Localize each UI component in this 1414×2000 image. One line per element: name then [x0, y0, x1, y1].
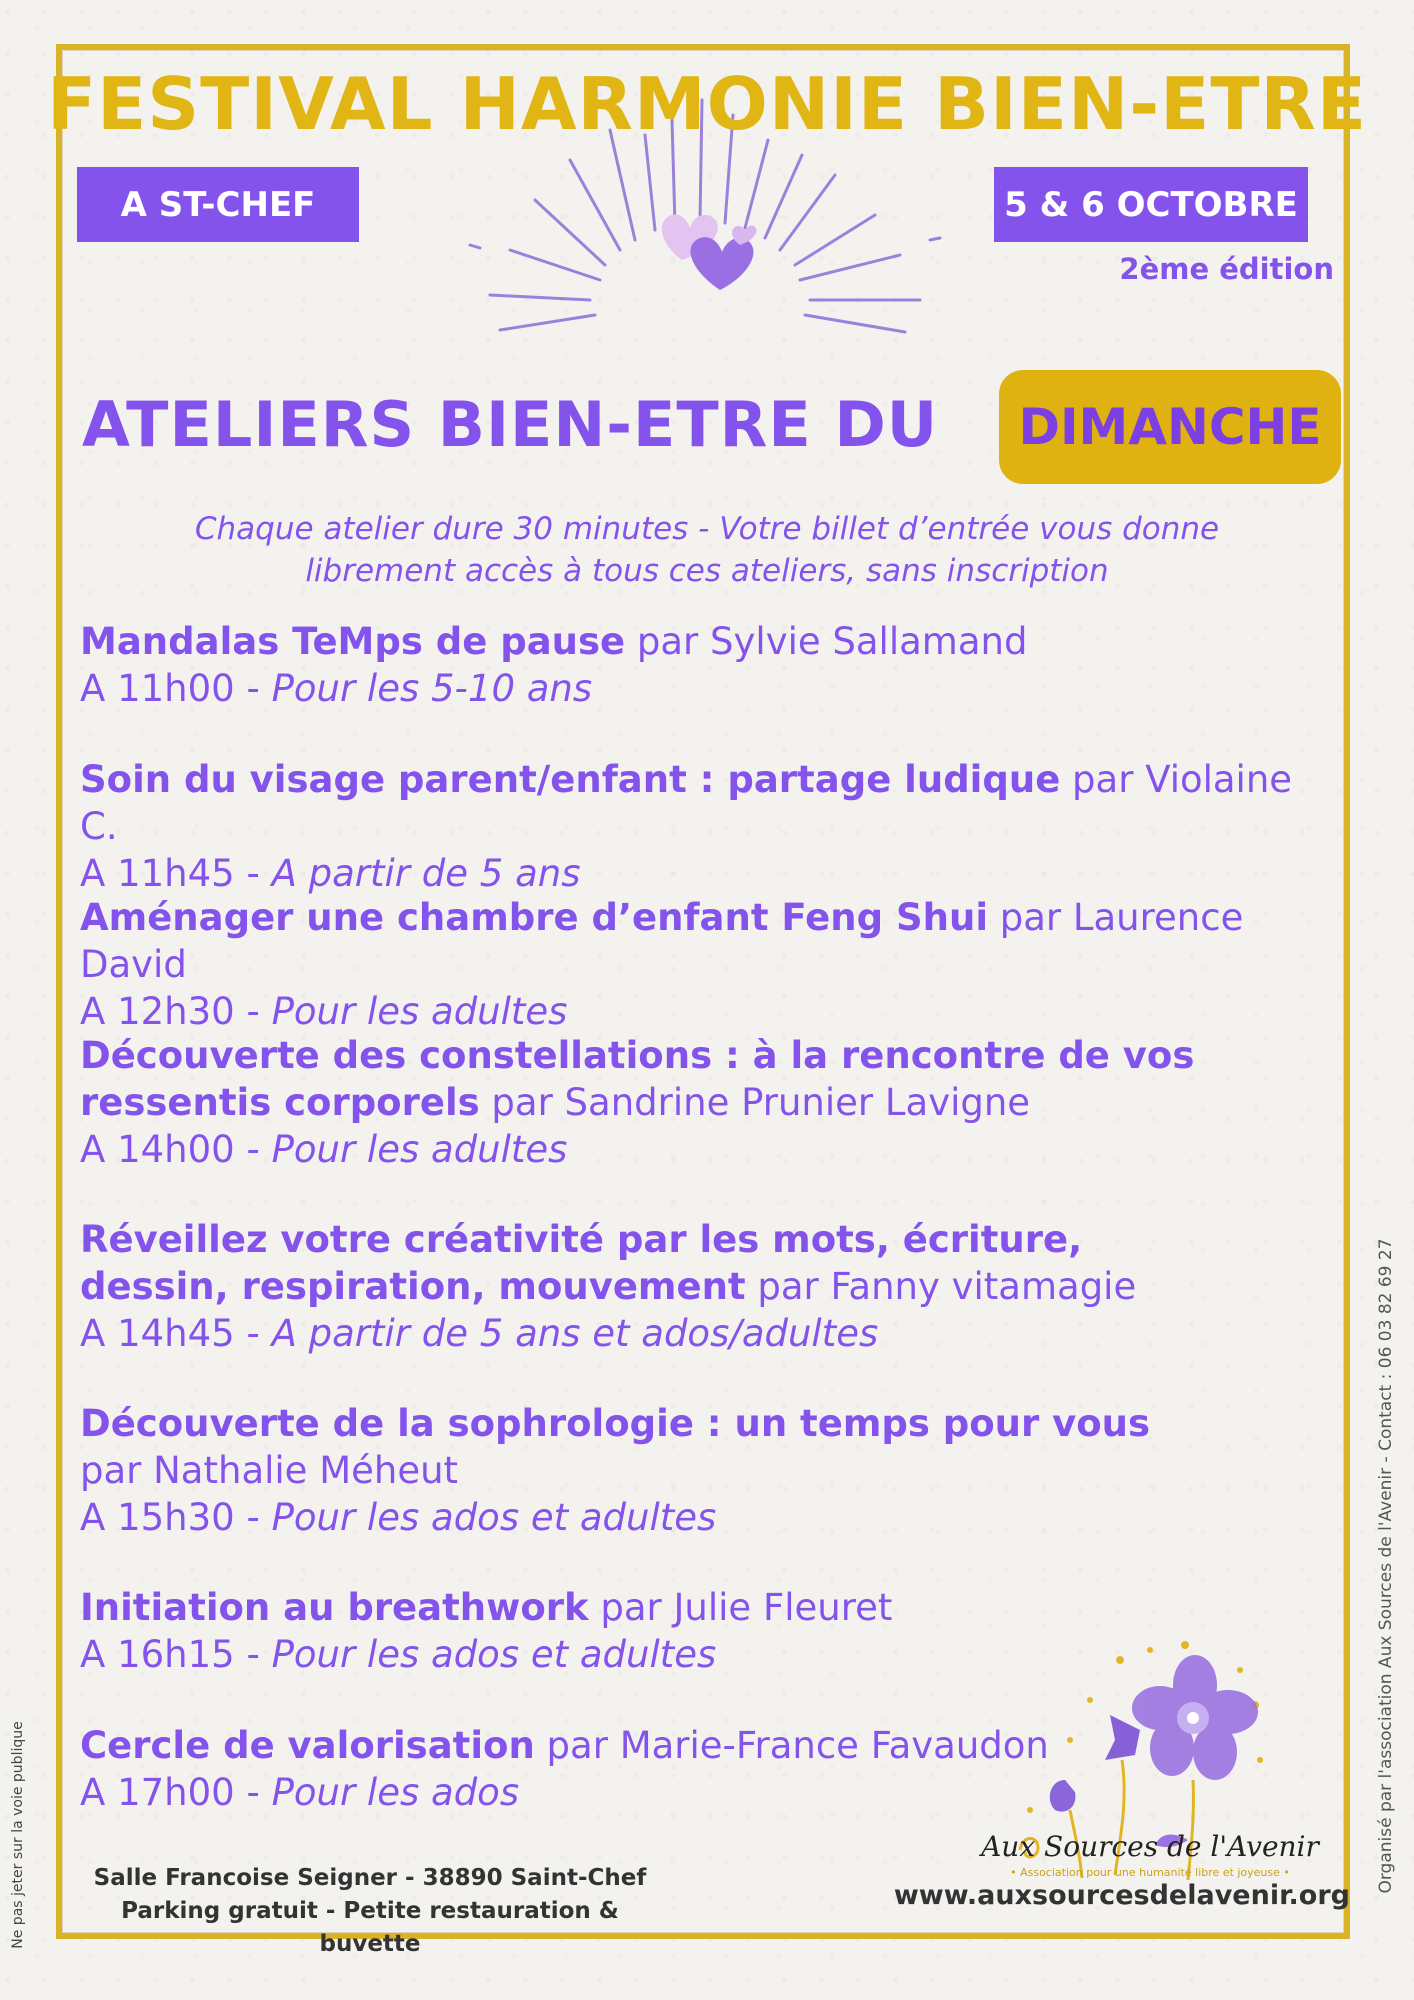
- workshop-item: [80, 894, 1320, 1032]
- workshop-host: par Violaine C.: [80, 758, 1293, 848]
- workshop-audience: Pour les adultes: [271, 990, 568, 1033]
- workshop-item: [80, 1216, 1210, 1400]
- workshop-host: par Marie-France Favaudon: [534, 1724, 1049, 1767]
- workshop-audience: Pour les 5-10 ans: [271, 667, 593, 710]
- workshop-host: par Fanny vitamagie: [745, 1265, 1137, 1308]
- workshop-name: Découverte de la sophrologie : un temps pour vous: [80, 1402, 1151, 1445]
- workshop-name: Découverte des constellations : à la rencontre de vos ressentis corporels: [80, 1034, 1195, 1124]
- workshop-host: par Laurence David: [80, 896, 1244, 986]
- venue-info: [90, 1862, 650, 1961]
- organizer-contact-note: Organisé par l'association Aux Sources de l'Avenir - Contact : 06 03 82 69 27: [1376, 1238, 1396, 1894]
- day-badge: DIMANCHE: [999, 370, 1341, 484]
- workshop-host: par Nathalie Méheut: [80, 1449, 459, 1492]
- workshop-time: A 14h00 -: [80, 1128, 272, 1171]
- date-tag: 5 & 6 OCTOBRE: [994, 167, 1308, 242]
- subtitle-line-1: Chaque atelier dure 30 minutes - Votre billet d’entrée vous donne: [194, 511, 1220, 547]
- subtitle-line-2: librement accès à tous ces ateliers, sans inscription: [305, 553, 1109, 589]
- workshop-time: A 11h45 -: [80, 852, 272, 895]
- workshop-audience: Pour les ados: [271, 1771, 520, 1814]
- association-logo-name: Aux Sources de l'Avenir: [981, 1830, 1319, 1863]
- website-link[interactable]: www.auxsourcesdelavenir.org: [893, 1880, 1350, 1911]
- workshop-name: Initiation au breathwork: [80, 1586, 589, 1629]
- workshop-audience: Pour les adultes: [271, 1128, 568, 1171]
- workshops-subtitle: [150, 508, 1264, 592]
- workshop-item: [80, 1032, 1200, 1216]
- location-tag: A ST-CHEF: [77, 167, 359, 242]
- edition-label: 2ème édition: [1119, 252, 1334, 286]
- workshop-audience: A partir de 5 ans et ados/adultes: [271, 1312, 879, 1355]
- workshop-time: A 12h30 -: [80, 990, 272, 1033]
- workshop-audience: Pour les ados et adultes: [271, 1633, 717, 1676]
- workshop-name: Cercle de valorisation: [80, 1724, 535, 1767]
- festival-title: FESTIVAL HARMONIE BIEN-ETRE: [46, 62, 1368, 146]
- workshop-name: Mandalas TeMps de pause: [80, 620, 626, 663]
- workshop-audience: Pour les ados et adultes: [271, 1496, 717, 1539]
- workshop-audience: A partir de 5 ans: [271, 852, 581, 895]
- venue-address: Salle Francoise Seigner - 38890 Saint-Chef: [93, 1865, 647, 1891]
- association-tagline: • Association pour une humanité libre et joyeuse •: [1010, 1866, 1290, 1879]
- workshop-time: A 11h00 -: [80, 667, 272, 710]
- workshop-host: par Julie Fleuret: [588, 1586, 893, 1629]
- workshop-item: [80, 618, 1320, 756]
- workshop-time: A 15h30 -: [80, 1496, 272, 1539]
- workshop-host: par Sylvie Sallamand: [625, 620, 1028, 663]
- workshop-name: Aménager une chambre d’enfant Feng Shui: [80, 896, 988, 939]
- workshop-item: [80, 756, 1320, 894]
- workshop-item: [80, 1400, 1180, 1584]
- workshop-time: A 14h45 -: [80, 1312, 272, 1355]
- workshops-heading: ATELIERS BIEN-ETRE DU: [82, 388, 939, 461]
- venue-amenities: Parking gratuit - Petite restauration & buvette: [121, 1898, 619, 1957]
- workshop-name: Soin du visage parent/enfant : partage ludique: [80, 758, 1061, 801]
- workshop-time: A 17h00 -: [80, 1771, 272, 1814]
- workshop-host: par Sandrine Prunier Lavigne: [479, 1081, 1031, 1124]
- workshop-time: A 16h15 -: [80, 1633, 272, 1676]
- litter-notice: Ne pas jeter sur la voie publique: [10, 1721, 26, 1949]
- workshop-name: Réveillez votre créativité par les mots, écriture, dessin, respiration, mouvement: [80, 1218, 1083, 1308]
